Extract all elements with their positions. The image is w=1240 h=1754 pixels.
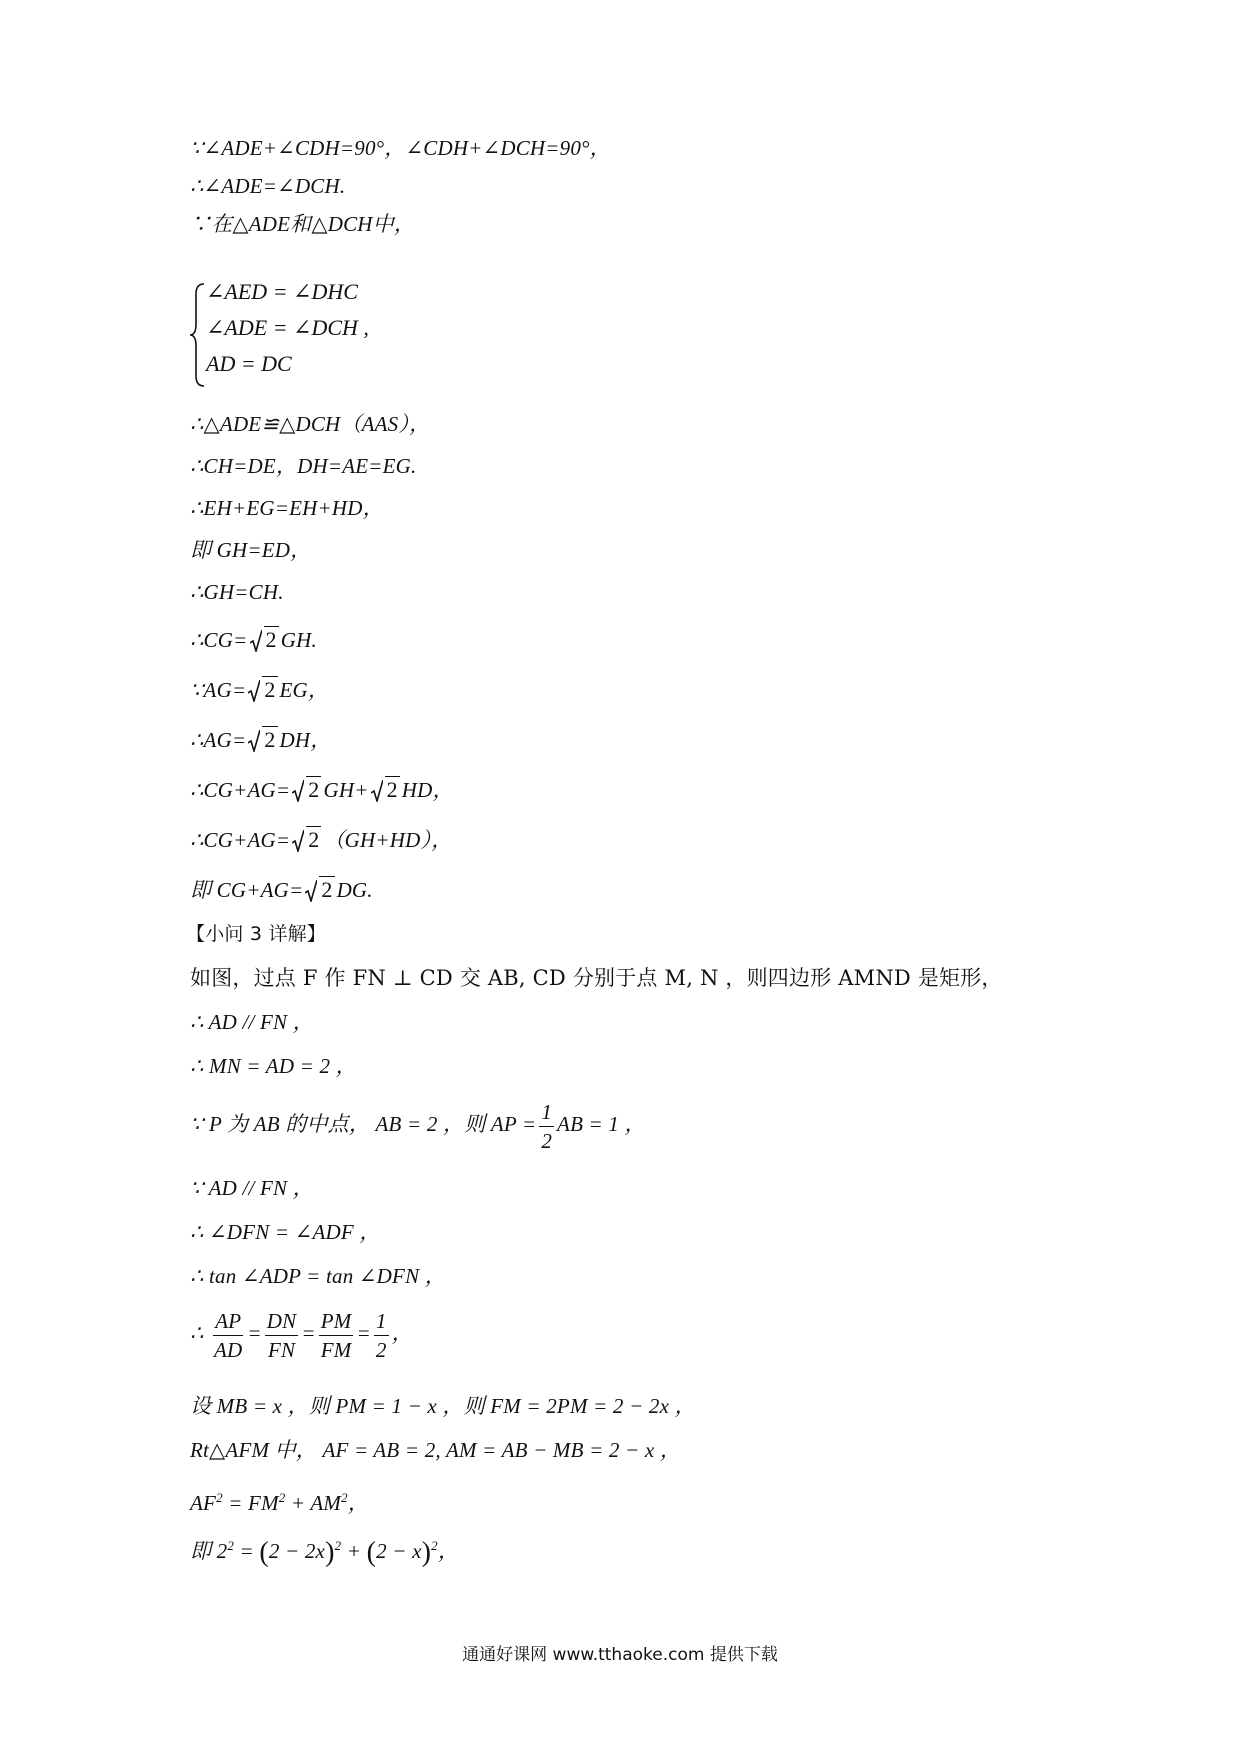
system-row-2: ∠ADE = ∠DCH , [206, 315, 369, 340]
proof-line-3: ∵在△ADE和△DCH中， [190, 212, 416, 236]
right-paren: ) [325, 1537, 335, 1568]
proof-line-10 [190, 676, 329, 704]
sqrt-two [371, 776, 400, 804]
sqrt-two [292, 776, 321, 804]
fraction-numerator: 1 [374, 1307, 389, 1336]
text-segment: HD， [401, 778, 454, 802]
solution-line-8 [190, 1302, 413, 1364]
proof-line-4: ∴△ADE≌△DCH（AAS）， [190, 412, 431, 436]
sqrt-radicand: 2 [321, 877, 333, 902]
exponent: 2 [431, 1538, 438, 1553]
proof-line-12 [190, 776, 454, 804]
proof-line-14 [190, 876, 373, 904]
fraction-denominator: FM [320, 1337, 352, 1362]
text-segment: （GH+HD）， [323, 828, 453, 852]
equals-sign: = [356, 1321, 371, 1345]
exponent: 2 [216, 1490, 223, 1505]
radical-sign-icon [292, 780, 304, 802]
proof-line-13 [190, 826, 452, 854]
text-segment: GH. [280, 628, 317, 652]
text-segment: ∴CG+AG= [190, 778, 291, 802]
fraction-numerator: AP [213, 1307, 243, 1336]
text-segment: 2 − x [376, 1539, 422, 1563]
fraction-denominator: FN [267, 1337, 296, 1362]
text-segment: AB = 1 ， [557, 1112, 646, 1136]
section-heading: 【小问 3 详解】 [186, 923, 326, 945]
solution-line-6: ∴ ∠DFN = ∠ADF ， [190, 1220, 381, 1244]
left-brace-icon [190, 282, 206, 388]
proof-line-6: ∴EH+EG=EH+HD， [190, 496, 384, 520]
text-segment: ， [347, 1491, 369, 1515]
sqrt-radicand: 2 [308, 827, 320, 852]
fraction-denominator: 2 [375, 1337, 387, 1362]
fraction-pm-fm [319, 1307, 354, 1364]
exponent: 2 [278, 1490, 286, 1505]
sqrt-radicand: 2 [386, 777, 398, 802]
proof-line-8: ∴GH=CH. [190, 580, 284, 604]
left-paren: ( [259, 1537, 269, 1568]
proof-line-1: ∵∠ADE+∠CDH=90°，∠CDH+∠DCH=90°， [190, 136, 611, 160]
proof-line-5: ∴CH=DE，DH=AE=EG. [190, 454, 417, 478]
fraction-half [539, 1098, 554, 1155]
system-row-1: ∠AED = ∠DHC [206, 279, 358, 304]
solution-line-7: ∴ tan ∠ADP = tan ∠DFN ， [190, 1264, 446, 1288]
exponent: 2 [334, 1538, 342, 1553]
radical-sign-icon [250, 630, 262, 652]
proof-line-9 [190, 626, 317, 654]
solution-line-5: ∵ AD // FN ， [190, 1176, 314, 1200]
text-segment: ∴CG= [190, 628, 248, 652]
fraction-half [374, 1307, 389, 1364]
solution-line-12 [190, 1532, 459, 1567]
text-segment: 即 CG+AG= [190, 878, 304, 902]
solution-line-3: ∴ MN = AD = 2 ， [190, 1054, 357, 1078]
text-segment: DG. [336, 878, 373, 902]
proof-line-7: 即 GH=ED， [190, 538, 312, 562]
fraction-ap-ad [212, 1307, 244, 1364]
equals-sign: = [247, 1321, 262, 1345]
sqrt-radicand: 2 [264, 727, 276, 752]
sqrt-two [248, 726, 277, 754]
solution-line-9: 设 MB = x ，则 PM = 1 − x ，则 FM = 2PM = 2 − 2x ， [190, 1394, 696, 1418]
text-segment: + [341, 1539, 367, 1563]
text-segment: + AM [285, 1491, 342, 1515]
radical-sign-icon [248, 730, 260, 752]
solution-line-2: ∴ AD // FN ， [190, 1010, 314, 1034]
fraction-numerator: DN [265, 1307, 299, 1336]
radical-sign-icon [292, 830, 304, 852]
page-footer: 通通好课网 www.tthaoke.com 提供下载 [462, 1645, 778, 1665]
proof-line-2: ∴∠ADE=∠DCH. [190, 174, 346, 198]
left-paren: ( [366, 1537, 377, 1568]
radical-sign-icon [305, 880, 317, 902]
text-segment: ， [437, 1539, 460, 1563]
fraction-numerator: 1 [539, 1098, 554, 1127]
text-segment: ∴CG+AG= [190, 828, 291, 852]
solution-line-10: Rt△AFM 中， AF = AB = 2, AM = AB − MB = 2 − x ， [190, 1438, 682, 1462]
sqrt-radicand: 2 [264, 677, 276, 702]
equation-system [190, 279, 450, 388]
solution-line-11 [190, 1484, 369, 1517]
text-segment: 2 − 2x [268, 1539, 326, 1563]
solution-line-1: 如图，过点 F 作 FN ⊥ CD 交 AB, CD 分别于点 M, N ，则四边形 AMND 是矩形， [190, 966, 1003, 990]
equals-sign: = [301, 1321, 316, 1345]
sqrt-two [248, 676, 277, 704]
fraction-dn-fn [265, 1307, 299, 1364]
radical-sign-icon [248, 680, 260, 702]
proof-line-11 [190, 726, 331, 754]
sqrt-radicand: 2 [308, 777, 320, 802]
radical-sign-icon [371, 780, 383, 802]
right-paren: ) [421, 1537, 432, 1568]
text-segment: GH+ [323, 778, 369, 802]
text-segment: DH， [279, 728, 332, 752]
sqrt-two [305, 876, 334, 904]
exponent: 2 [227, 1538, 235, 1553]
exponent: 2 [341, 1490, 348, 1505]
system-row-3: AD = DC [206, 351, 292, 376]
text-segment: 即 2 [190, 1539, 228, 1563]
text-segment: EG， [279, 678, 330, 702]
sqrt-radicand: 2 [265, 627, 277, 652]
comma: ， [391, 1321, 413, 1345]
solution-line-4 [190, 1094, 646, 1155]
text-segment: AF [190, 1491, 217, 1515]
text-segment: = FM [222, 1491, 279, 1515]
text-segment: ∴AG= [190, 728, 247, 752]
text-segment: = [234, 1539, 260, 1563]
fraction-denominator: 2 [541, 1128, 553, 1153]
text-segment: ∵AG= [190, 678, 247, 702]
fraction-denominator: AD [214, 1337, 243, 1362]
sqrt-two [250, 626, 279, 654]
sqrt-two [292, 826, 321, 854]
therefore-symbol: ∴ [190, 1321, 204, 1345]
text-segment: ∵ P 为 AB 的中点， AB = 2 ，则 AP = [190, 1112, 537, 1136]
fraction-numerator: PM [319, 1307, 354, 1336]
